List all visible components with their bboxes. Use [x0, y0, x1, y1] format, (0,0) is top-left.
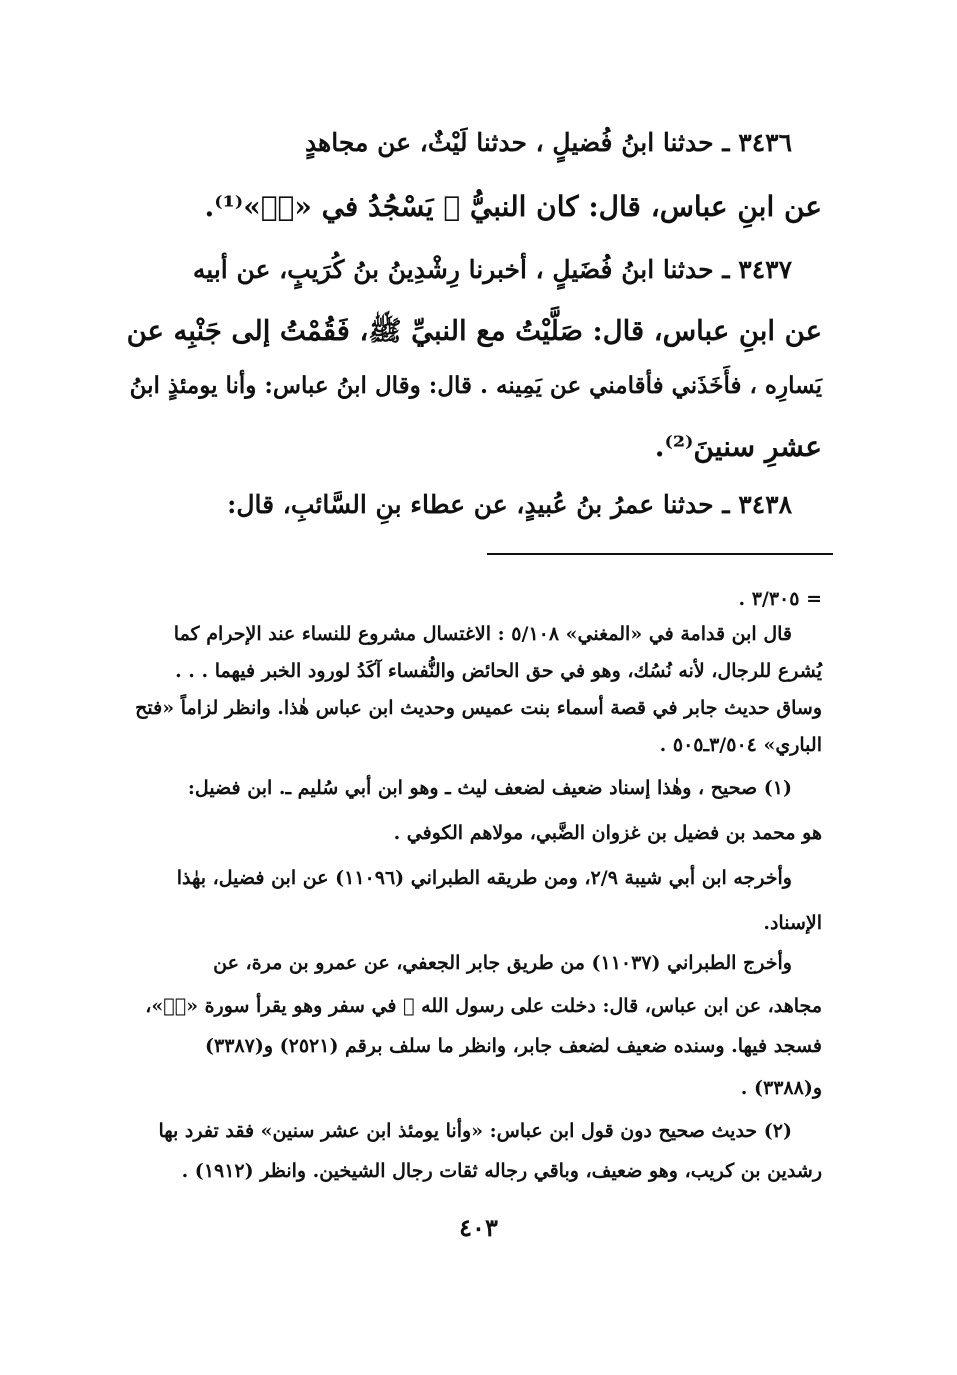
footnote-1-line-1: (١) صحيح ، وهٰذا إسناد ضعيف لضعف ليث ـ وهو ابن أبي سُليم ـ. ابن فضيل: [187, 777, 792, 799]
footnote-divider [487, 553, 833, 555]
hadith-3438-line-1: ٣٤٣٨ ـ حدثنا عمرُ بنُ عُبيدٍ، عن عطاء بنِ السَّائبِ، قال: [227, 490, 792, 519]
footnote-2-line-2: رشدين بن كريب، وهو ضعيف، وباقي رجاله ثقات رجال الشيخين. وانظر (١٩١٢) . [181, 1160, 822, 1182]
footnote-1-line-2: هو محمد بن فضيل بن غزوان الضَّبي، مولاهم الكوفي . [393, 822, 822, 844]
hadith-3437-line-3: يَسارِه ، فأَخَذَني فأقامني عن يَمِينه . قال: وقال ابنُ عباس: وأنا يومئذٍ ابنُ [129, 372, 822, 399]
footnote-1-line-7: فسجد فيها. وسنده ضعيف لضعف جابر، وانظر ما سلف برقم (٢٥٢١) و(٣٣٨٧) [205, 1035, 822, 1057]
footnote-prev-line-2: يُشرع للرجال، لأنه نُسُك، وهو في حق الحائض والنُّفساء آكَدُ لورود الخبر فيهما . . . [175, 660, 822, 682]
hadith-3436-line-1: ٣٤٣٦ ـ حدثنا ابنُ فُضيلٍ ، حدثنا لَيْثٌ، عن مجاهدٍ [304, 128, 792, 157]
hadith-3437-line-4: عشرِ سنينَ⁽²⁾. [654, 430, 822, 463]
footnote-prev-line-4: الباري» ٣/٥٠٤ـ٥٠٥ . [659, 734, 822, 756]
footnote-1-line-3: وأخرجه ابن أبي شيبة ٢/٩، ومن طريقه الطبراني (١١٠٩٦) عن ابن فضيل، بهٰذا [176, 867, 792, 889]
footnote-1-line-4: الإسناد. [763, 912, 822, 934]
footnote-prev-line-1: قال ابن قدامة في «المغني» ٥/١٠٨ : الاغتسال مشروع للنساء عند الإحرام كما [173, 623, 792, 645]
footnote-2-line-1: (٢) حديث صحيح دون قول ابن عباس: «وأنا يومئذ ابن عشر سنين» فقد تفرد بها [158, 1120, 792, 1142]
footnote-1-line-6: مجاهد، عن ابن عباس، قال: دخلت على رسول الله ﷺ في سفر وهو يقرأ سورة «صۤ»، [145, 995, 822, 1017]
footnote-1-line-5: وأخرج الطبراني (١١٠٣٧) من طريق جابر الجعفي، عن عمرو بن مرة، عن [213, 952, 792, 974]
footnote-1-line-8: و(٣٣٨٨) . [740, 1077, 822, 1099]
footnote-continuation: = ٣/٣٠٥ . [738, 588, 822, 610]
hadith-3436-line-2: عن ابنِ عباس، قال: كان النبيُّ ﷺ يَسْجُدُ في «صۤ»⁽¹⁾. [204, 190, 822, 223]
hadith-3437-line-1: ٣٤٣٧ ـ حدثنا ابنُ فُضَيلٍ ، أخبرنا رِشْدِينُ بنُ كُرَيبٍ، عن أبيه [192, 255, 792, 284]
footnote-prev-line-3: وساق حديث جابر في قصة أسماء بنت عميس وحديث ابن عباس هٰذا. وانظر لزاماً «فتح [135, 697, 822, 719]
hadith-3437-line-2: عن ابنِ عباس، قال: صَلَّيْتُ مع النبيِّ ﷺ، فَقُمْتُ إلى جَنْبِه عن [126, 315, 822, 347]
page-number: ٤٠٣ [459, 1213, 498, 1242]
